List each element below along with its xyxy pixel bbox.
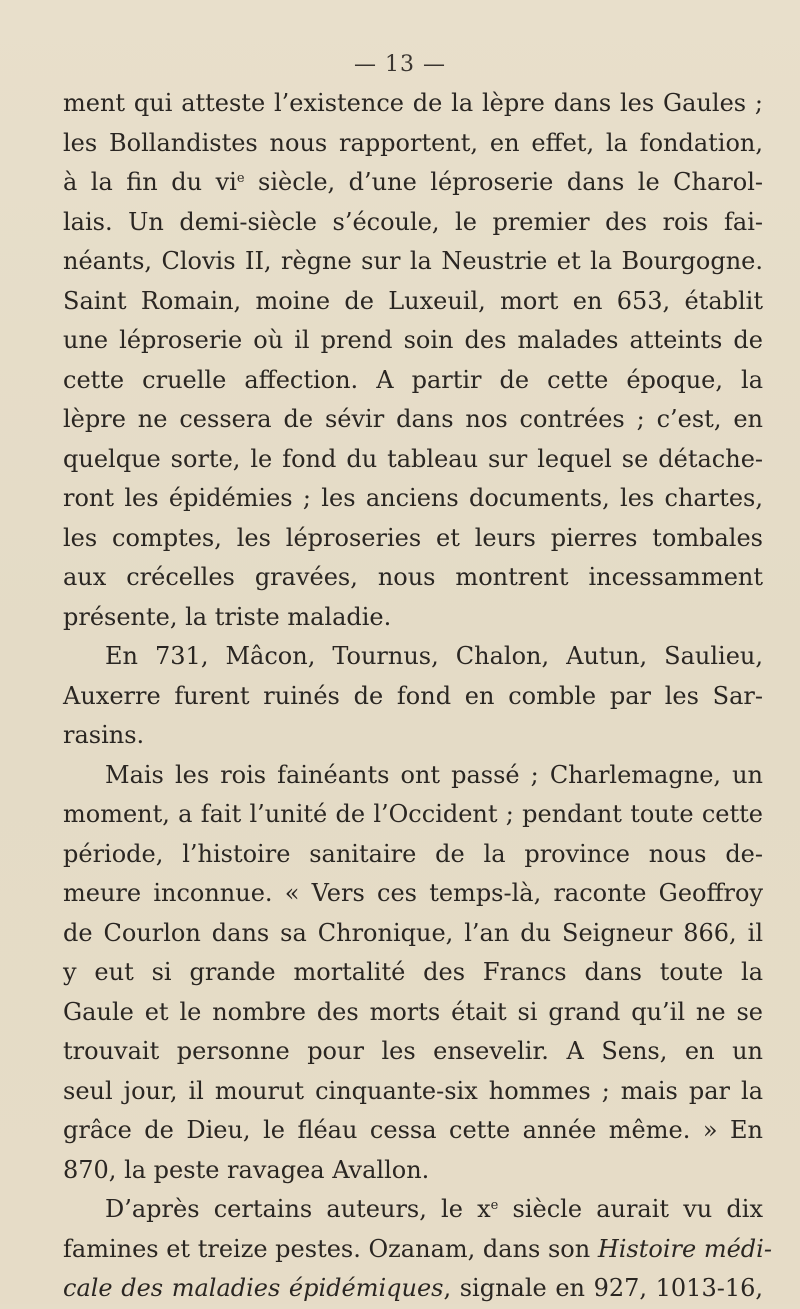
text-line: période, l’histoire sanitaire de la province nous de-: [63, 839, 763, 868]
text-line: ment qui atteste l’existence de la lèpre dans les Gaules ;: [63, 89, 763, 117]
text-line: quelque sorte, le fond du tableau sur lequel se détache-: [63, 444, 763, 473]
text-line: meure inconnue. « Vers ces temps-là, raconte Geoffroy: [63, 879, 763, 907]
text-line: Gaule et le nombre des morts était si grand qu’il ne se: [63, 997, 763, 1026]
text-line: trouvait personne pour les ensevelir. A Sens, en un: [63, 1037, 763, 1065]
text-line: les Bollandistes nous rapportent, en effet, la fondation,: [63, 128, 763, 157]
text-run: D’après certains auteurs, le x: [105, 1195, 491, 1223]
text-line: Mais les rois fainéants ont passé ; Charlemagne, un: [105, 760, 763, 789]
text-line: rasins.: [63, 721, 145, 749]
text-line: une léproserie où il prend soin des malades atteints de: [63, 326, 763, 354]
text-line: seul jour, il mourut cinquante-six hommes ; mais par la: [63, 1076, 763, 1105]
text-line: cette cruelle affection. A partir de cette époque, la: [63, 365, 763, 394]
superscript: e: [236, 171, 245, 186]
body-text: [63, 84, 772, 1309]
text-line: lais. Un demi-siècle s’écoule, le premier des rois fai-: [63, 207, 763, 236]
text-line: [63, 1190, 763, 1230]
text-run: siècle aurait vu dix: [498, 1195, 763, 1223]
book-title: Histoire médi-: [597, 1234, 772, 1263]
text-line: Auxerre furent ruinés de fond en comble par les Sar-: [63, 681, 763, 710]
text-line: [63, 163, 763, 203]
text-line: [63, 1269, 763, 1309]
text-line: lèpre ne cessera de sévir dans nos contrées ; c’est, en: [63, 405, 763, 433]
text-run: à la fin du vi: [63, 168, 237, 196]
paragraph-4: [63, 1190, 772, 1309]
text-line: ront les épidémies ; les anciens documents, les chartes,: [63, 484, 763, 512]
book-title: cale des maladies épidémiques: [63, 1274, 444, 1302]
text-line: 870, la peste ravagea Avallon.: [63, 1155, 430, 1184]
page-number: — 13 —: [354, 52, 446, 77]
text-run: , signale en 927, 1013-16,: [443, 1274, 763, 1302]
text-line: moment, a fait l’unité de l’Occident ; pendant toute cette: [63, 800, 763, 828]
text-run: siècle, d’une léproserie dans le Charol-: [244, 168, 763, 196]
paragraph-3: [63, 756, 763, 1191]
text-line: néants, Clovis II, règne sur la Neustrie et la Bourgogne.: [63, 247, 763, 275]
text-line: Saint Romain, moine de Luxeuil, mort en 653, établit: [63, 286, 763, 315]
text-run: famines et treize pestes. Ozanam, dans son: [63, 1234, 598, 1263]
superscript: e: [490, 1198, 499, 1213]
text-line: grâce de Dieu, le fléau cessa cette année même. » En: [63, 1116, 763, 1144]
text-line: les comptes, les léproseries et leurs pierres tombales: [63, 523, 763, 552]
paragraph-1: [63, 84, 763, 637]
text-line: de Courlon dans sa Chronique, l’an du Seigneur 866, il: [63, 918, 763, 947]
text-line: [63, 1230, 772, 1270]
text-line: y eut si grande mortalité des Francs dans toute la: [63, 958, 763, 986]
text-line: présente, la triste maladie.: [63, 602, 392, 631]
paragraph-2: [63, 637, 763, 756]
text-line: aux crécelles gravées, nous montrent incessamment: [63, 563, 763, 591]
text-line: En 731, Mâcon, Tournus, Chalon, Autun, Saulieu,: [105, 642, 763, 670]
